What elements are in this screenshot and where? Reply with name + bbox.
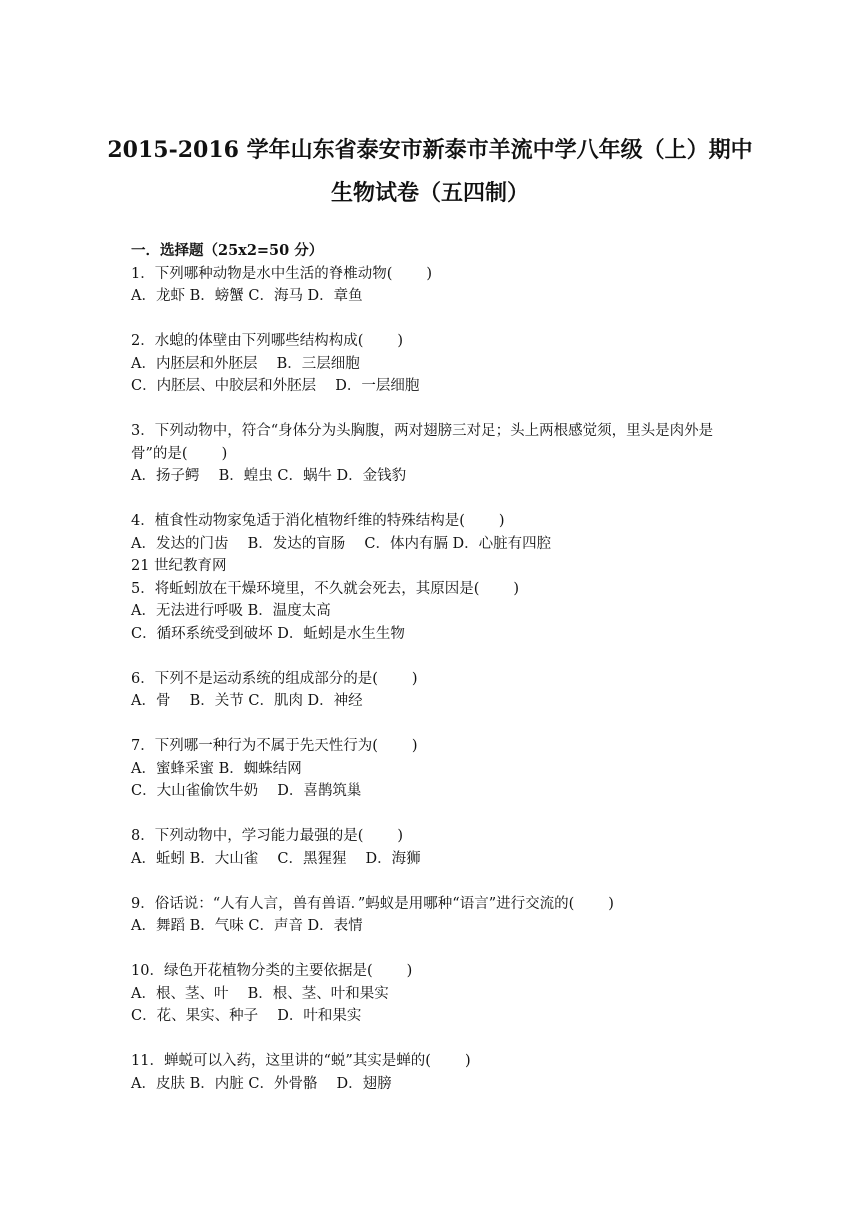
question-9 — [131, 893, 741, 938]
question-11 — [131, 1050, 741, 1095]
question-8 — [131, 825, 741, 870]
question-stem: 11．蝉蜕可以入药，这里讲的“蜕”其实是蝉的( ) — [131, 1053, 471, 1069]
question-stem: 4．植食性动物家兔适于消化植物纤维的特殊结构是( ) — [131, 513, 505, 529]
question-stem: 2．水螅的体壁由下列哪些结构构成( ) — [131, 333, 404, 349]
watermark-text: 21 世纪教育网 — [131, 558, 227, 574]
question-options: A．龙虾 B．螃蟹 C．海马 D．章鱼 — [131, 288, 363, 304]
question-stem: 1．下列哪种动物是水中生活的脊椎动物( ) — [131, 265, 433, 282]
question-options: A．蚯蚓 B．大山雀 C．黑猩猩 D．海狮 — [131, 850, 421, 867]
question-options: A．骨 B．关节 C．肌肉 D．神经 — [131, 693, 363, 709]
question-options: A．扬子鳄 B．蝗虫 C．蜗牛 D．金钱豹 — [131, 468, 407, 484]
question-7 — [131, 735, 741, 803]
question-options: C．花、果实、种子 D．叶和果实 — [131, 1008, 362, 1024]
question-stem: 3．下列动物中，符合“身体分为头胸腹，两对翅膀三对足；头上两根感觉须，里头是肉外是骨”的是( ) — [131, 423, 714, 462]
question-stem: 9．俗话说：“人有人言，兽有兽语．”蚂蚁是用哪种“语言”进行交流的( ) — [131, 895, 614, 912]
question-6 — [131, 668, 741, 713]
question-stem: 7．下列哪一种行为不属于先天性行为( ) — [131, 738, 418, 754]
question-stem: 10．绿色开花植物分类的主要依据是( ) — [131, 963, 413, 979]
question-10 — [131, 960, 741, 1028]
exam-title-line-2: 生物试卷（五四制） — [330, 180, 529, 206]
question-2 — [131, 330, 741, 398]
question-options: A．根、茎、叶 B．根、茎、叶和果实 — [131, 985, 389, 1002]
exam-content — [131, 240, 741, 1095]
question-options: C．大山雀偷饮牛奶 D．喜鹊筑巢 — [131, 783, 362, 799]
question-options: A．无法进行呼吸 B．温度太高 — [131, 603, 331, 619]
question-1 — [131, 263, 741, 308]
question-stem: 8．下列动物中，学习能力最强的是( ) — [131, 828, 404, 844]
question-5 — [131, 578, 741, 646]
section-header: 一．选择题（25x2=50 分） — [131, 242, 324, 259]
question-options: C．循环系统受到破坏 D．蚯蚓是水生生物 — [131, 625, 405, 642]
exam-title-line-1: 2015-2016 学年山东省泰安市新泰市羊流中学八年级（上）期中 — [107, 137, 753, 163]
question-4 — [131, 510, 741, 555]
question-stem: 5．将蚯蚓放在干燥环境里，不久就会死去，其原因是( ) — [131, 580, 520, 597]
question-options: A．发达的门齿 B．发达的盲肠 C．体内有膈 D．心脏有四腔 — [131, 535, 552, 552]
question-3 — [131, 420, 741, 488]
question-options: A．内胚层和外胚层 B．三层细胞 — [131, 355, 360, 372]
question-options: A．蜜蜂采蜜 B．蜘蛛结网 — [131, 760, 302, 777]
question-options: A．舞蹈 B．气味 C．声音 D．表情 — [131, 918, 363, 934]
question-options: C．内胚层、中胶层和外胚层 D．一层细胞 — [131, 378, 420, 394]
question-options: A．皮肤 B．内脏 C．外骨骼 D．翅膀 — [131, 1075, 392, 1092]
question-stem: 6．下列不是运动系统的组成部分的是( ) — [131, 670, 418, 687]
